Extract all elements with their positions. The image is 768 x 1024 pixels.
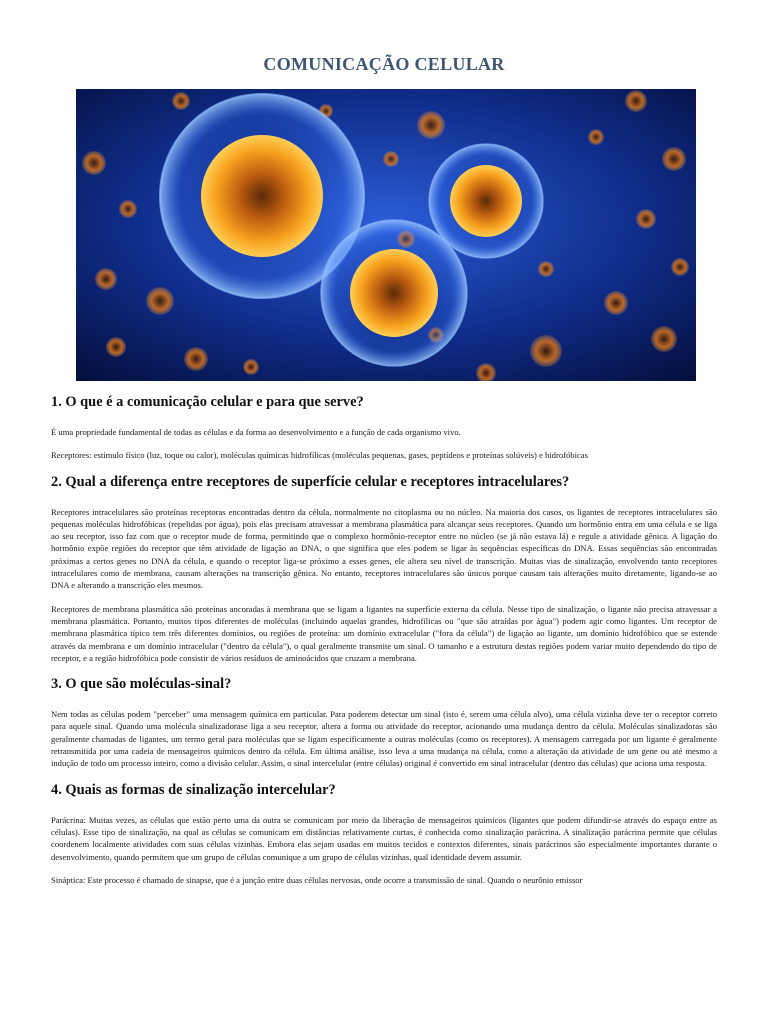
section-heading: 2. Qual a diferença entre receptores de superfície celular e receptores intracelulares? xyxy=(51,473,570,490)
paragraph: Sináptica: Este processo é chamado de sinapse, que é a junção entre duas células nervosas, onde ocorre a transmissão de sinal. Quando o neurônio emissor xyxy=(51,874,583,885)
section-1 xyxy=(51,393,717,462)
paragraph: Nem todas as células podem "perceber" uma mensagem química em particular. Para poderem detectar um sinal (isto é, serem uma célula alvo), uma célula vizinha deve ter o receptor correto para aquele sinal. Quando uma molécula sinalizadorase liga a seu receptor, altera a forma ou atividade do receptor, acionando uma mudança dentro da célula. Moléculas sinalizadoras são geralmente chamadas de ligantes, um termo geral para moléculas que se ligam especificamente a outras moléculas (como os receptores). A mensagem carregada por um ligante é geralmente retransmitida por uma cadeia de mensageiros químicos dentro da célula. Em última análise, isso leva a uma mudança na célula, como a alteração da atividade de um gene ou até mesmo a indução de todo um processo inteiro, como a divisão celular. Assim, o sinal intercelular (entre células) original é convertido em sinal intracelular (dentro das células) que aciona uma resposta. xyxy=(51,709,717,769)
document-body xyxy=(51,393,717,897)
cell-bottom xyxy=(321,220,467,366)
section-heading: 4. Quais as formas de sinalização intercelular? xyxy=(51,781,336,798)
cells-illustration xyxy=(76,89,696,381)
section-heading: 3. O que são moléculas-sinal? xyxy=(51,676,232,693)
section-3 xyxy=(51,675,717,769)
page-title: COMUNICAÇÃO CELULAR xyxy=(263,54,505,74)
paragraph: Receptores de membrana plasmática são proteínas ancoradas à membrana que se ligam a ligantes na superfície externa da célula. Nesse tipo de sinalização, o ligante não precisa atravessar a membrana plasmática. Portanto, muitos tipos diferentes de moléculas (incluindo aquelas grandes, hidrofílicas ou "que são atraídas por água") podem agir como ligantes. Um receptor de membrana plasmática típico tem três diferentes domínios, ou regiões de proteína: um domínio extracelular ("fora da célula") de ligação ao ligante, um domínio hidrofóbico que se estende através da membrana e um domínio intracelular ("dentro da célula"), o qual geralmente transmite um sinal. O tamanho e a estrutura destas regiões podem variar muito dependendo do tipo de receptor, e a região hidrofóbica pode consistir de vários resíduos de aminoácidos que cruzam a membrana. xyxy=(51,603,717,663)
paragraph: É uma propriedade fundamental de todas as células e da forma ao desenvolvimento e a função de cada organismo vivo. xyxy=(51,427,461,437)
paragraph: Receptores: estímulo físico (luz, toque ou calor), moléculas químicas hidrofílicas (moléculas pequenas, gases, peptídeos e proteínas solúveis) e hidrofóbicas xyxy=(51,450,588,461)
section-4 xyxy=(51,781,717,886)
paragraph: Receptores intracelulares são proteínas receptoras encontradas dentro da célula, normalmente no citoplasma ou no núcleo. Na maioria dos casos, os ligantes de receptores intracelulares são pequenas moléculas hidrofóbicas (repelidas por água), pois elas precisam atravessar a membrana plasmática para alcançar seus receptores. Quando um hormônio entra em uma célula e se liga ao seu receptor, isso faz com que o receptor mude de forma, permitindo que o complexo hormônio-receptor entre no núcleo (se já não estava lá) e regule a atividade gênica. A ligação do hormônio expõe regiões do receptor que têm atividade de ligação ao DNA, o que significa que eles podem se ligar às sequências específicas do DNA. Essas sequências são encontradas próximas a certos genes no DNA da célula, e quando o receptor liga-se próximo a esses genes, ele altera seu nível de transcrição. Muitas vias de sinalização, envolvendo tanto receptores intracelulares como de membrana, causam alterações na transcrição gênica. No entanto, receptores intracelulares são únicos porque causam tais alterações muito diretamente, ligando-se ao DNA e alterando a transcrição eles mesmos. xyxy=(51,506,717,591)
hero-image xyxy=(76,89,696,381)
section-2 xyxy=(51,473,717,665)
paragraph: Parácrina: Muitas vezes, as células que estão perto uma da outra se comunicam por meio da liberação de mensageiros químicos (ligantes que podem difundir-se através do espaço entre as células). Esse tipo de sinalização, na qual as células se comunicam em distâncias relativamente curtas, é conhecida como sinalização parácrina. A sinalização parácrina permite que células coordenem localmente atividades com suas células vizinhas. Embora elas sejam usadas em muitos tecidos e contextos diferentes, sinais parácrinos são especialmente importantes durante o desenvolvimento, quando permitem que um grupo de células comunique a um grupo de células vizinhas, qual identidade devem assumir. xyxy=(51,814,717,862)
section-heading: 1. O que é a comunicação celular e para que serve? xyxy=(51,394,364,410)
